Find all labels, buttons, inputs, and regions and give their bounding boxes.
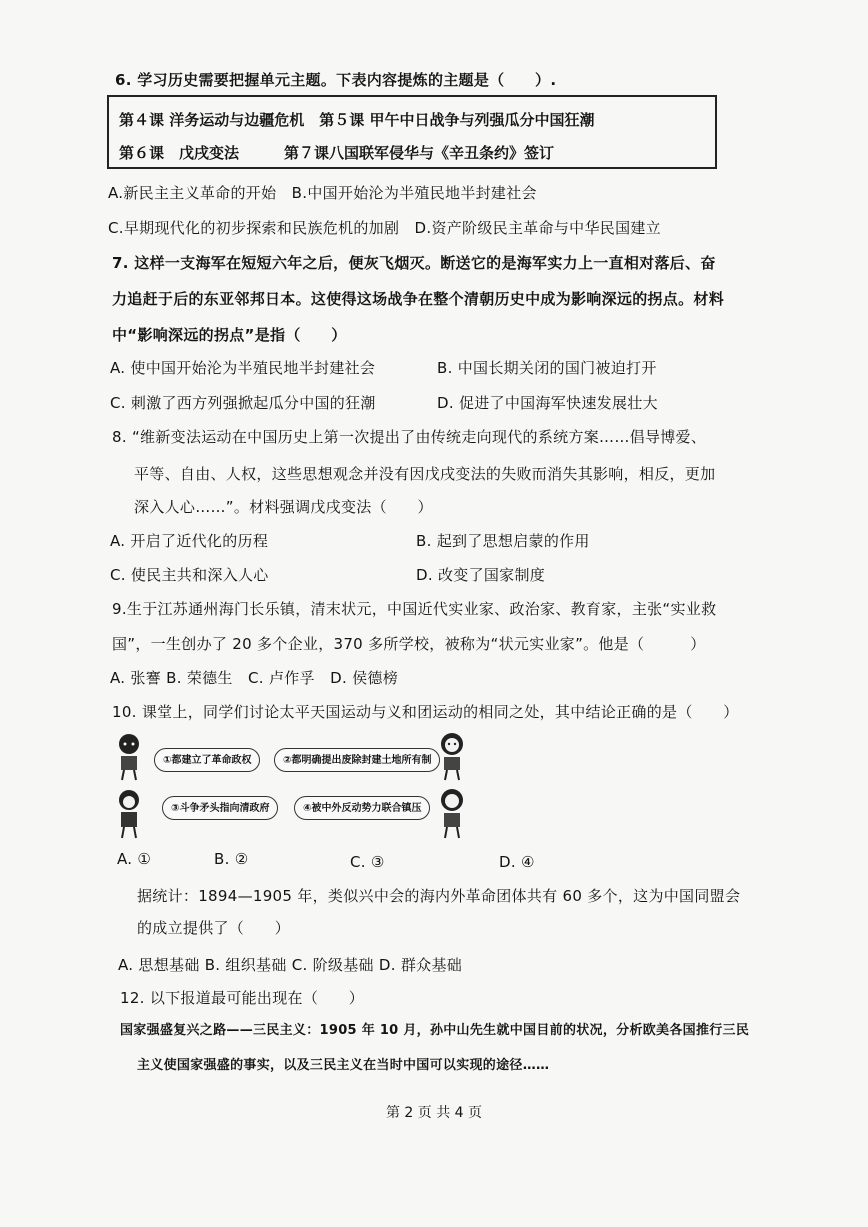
q7-option-a: A. 使中国开始沦为半殖民地半封建社会 (110, 359, 376, 377)
q9-line1: 9.生于江苏通州海门长乐镇，清末状元，中国近代实业家、政治家、教育家，主张“实业救 (112, 600, 717, 618)
q7-option-b: B. 中国长期关闭的国门被迫打开 (437, 359, 657, 377)
q8-option-a: A. 开启了近代化的历程 (110, 532, 269, 550)
q6-options-cd: C.早期现代化的初步探索和民族危机的加剧 D.资产阶级民主革命与中华民国建立 (108, 219, 661, 237)
student-figure-icon (434, 788, 470, 840)
q11-line1: 据统计：1894—1905 年，类似兴中会的海内外革命团体共有 60 多个，这为中国同盟会 (137, 887, 741, 905)
bubble-4: ④被中外反动势力联合镇压 (294, 796, 430, 820)
q8-line1: 8. “维新变法运动在中国历史上第一次提出了由传统走向现代的系统方案……倡导博爱、 (112, 428, 707, 446)
q12-report-line1: 国家强盛复兴之路——三民主义：1905 年 10 月，孙中山先生就中国目前的状况，分析欧美各国推行三民 (120, 1023, 750, 1038)
student-figure-icon (112, 788, 146, 840)
q10-option-a: A. ① (117, 850, 152, 868)
q10-stem: 10. 课堂上，同学们讨论太平天国运动与义和团运动的相同之处，其中结论正确的是（ ） (112, 703, 739, 721)
q9-line2: 国”，一生创办了 20 多个企业，370 多所学校，被称为“状元实业家”。他是（ ） (112, 635, 706, 653)
bubble-1: ①都建立了革命政权 (154, 748, 260, 772)
q6-table-row1: 第４课 洋务运动与边疆危机 第５课 甲午中日战争与列强瓜分中国狂潮 (119, 111, 595, 129)
student-figure-icon (434, 732, 470, 782)
q7-line2: 力追赶于后的东亚邻邦日本。这使得这场战争在整个清朝历史中成为影响深远的拐点。材料 (112, 290, 725, 308)
q6-table (107, 95, 717, 169)
q9-options: A. 张謇 B. 荣德生 C. 卢作孚 D. 侯德榜 (110, 669, 399, 687)
q10-option-b: B. ② (214, 850, 249, 868)
q6-table-row2: 第６课 戊戌变法 第７课八国联军侵华与《辛丑条约》签订 (119, 144, 555, 162)
q8-line2: 平等、自由、人权，这些思想观念并没有因戊戌变法的失败而消失其影响，相反，更加 (134, 465, 716, 483)
bubble-2: ②都明确提出废除封建土地所有制 (274, 748, 440, 772)
q10-option-d: D. ④ (499, 853, 535, 871)
bubble-3: ③斗争矛头指向清政府 (162, 796, 278, 820)
q6-stem: 6. 学习历史需要把握单元主题。下表内容提炼的主题是（ ）. (115, 71, 557, 89)
q8-option-b: B. 起到了思想启蒙的作用 (416, 532, 590, 550)
q12-stem: 12. 以下报道最可能出现在（ ） (120, 989, 365, 1007)
student-figure-icon (112, 732, 146, 782)
q10-option-c: C. ③ (350, 853, 385, 871)
q11-options: A. 思想基础 B. 组织基础 C. 阶级基础 D. 群众基础 (118, 956, 463, 974)
q8-line3: 深入人心……”。材料强调戊戌变法（ ） (134, 498, 433, 516)
q7-option-c: C. 刺激了西方列强掀起瓜分中国的狂潮 (110, 394, 376, 412)
q7-line1: 7. 这样一支海军在短短六年之后，便灰飞烟灭。断送它的是海军实力上一直相对落后、奋 (112, 254, 716, 272)
q10-cartoon (112, 730, 472, 845)
q8-option-c: C. 使民主共和深入人心 (110, 566, 269, 584)
q11-line2: 的成立提供了（ ） (137, 919, 291, 937)
page-number: 第 2 页 共 4 页 (385, 1105, 483, 1121)
q12-report-line2: 主义使国家强盛的事实，以及三民主义在当时中国可以实现的途径…… (137, 1058, 550, 1073)
q7-option-d: D. 促进了中国海军快速发展壮大 (437, 394, 658, 412)
q8-option-d: D. 改变了国家制度 (416, 566, 546, 584)
q7-line3: 中“影响深远的拐点”是指（ ） (112, 326, 347, 344)
q6-options-ab: A.新民主主义革命的开始 B.中国开始沦为半殖民地半封建社会 (108, 184, 537, 202)
